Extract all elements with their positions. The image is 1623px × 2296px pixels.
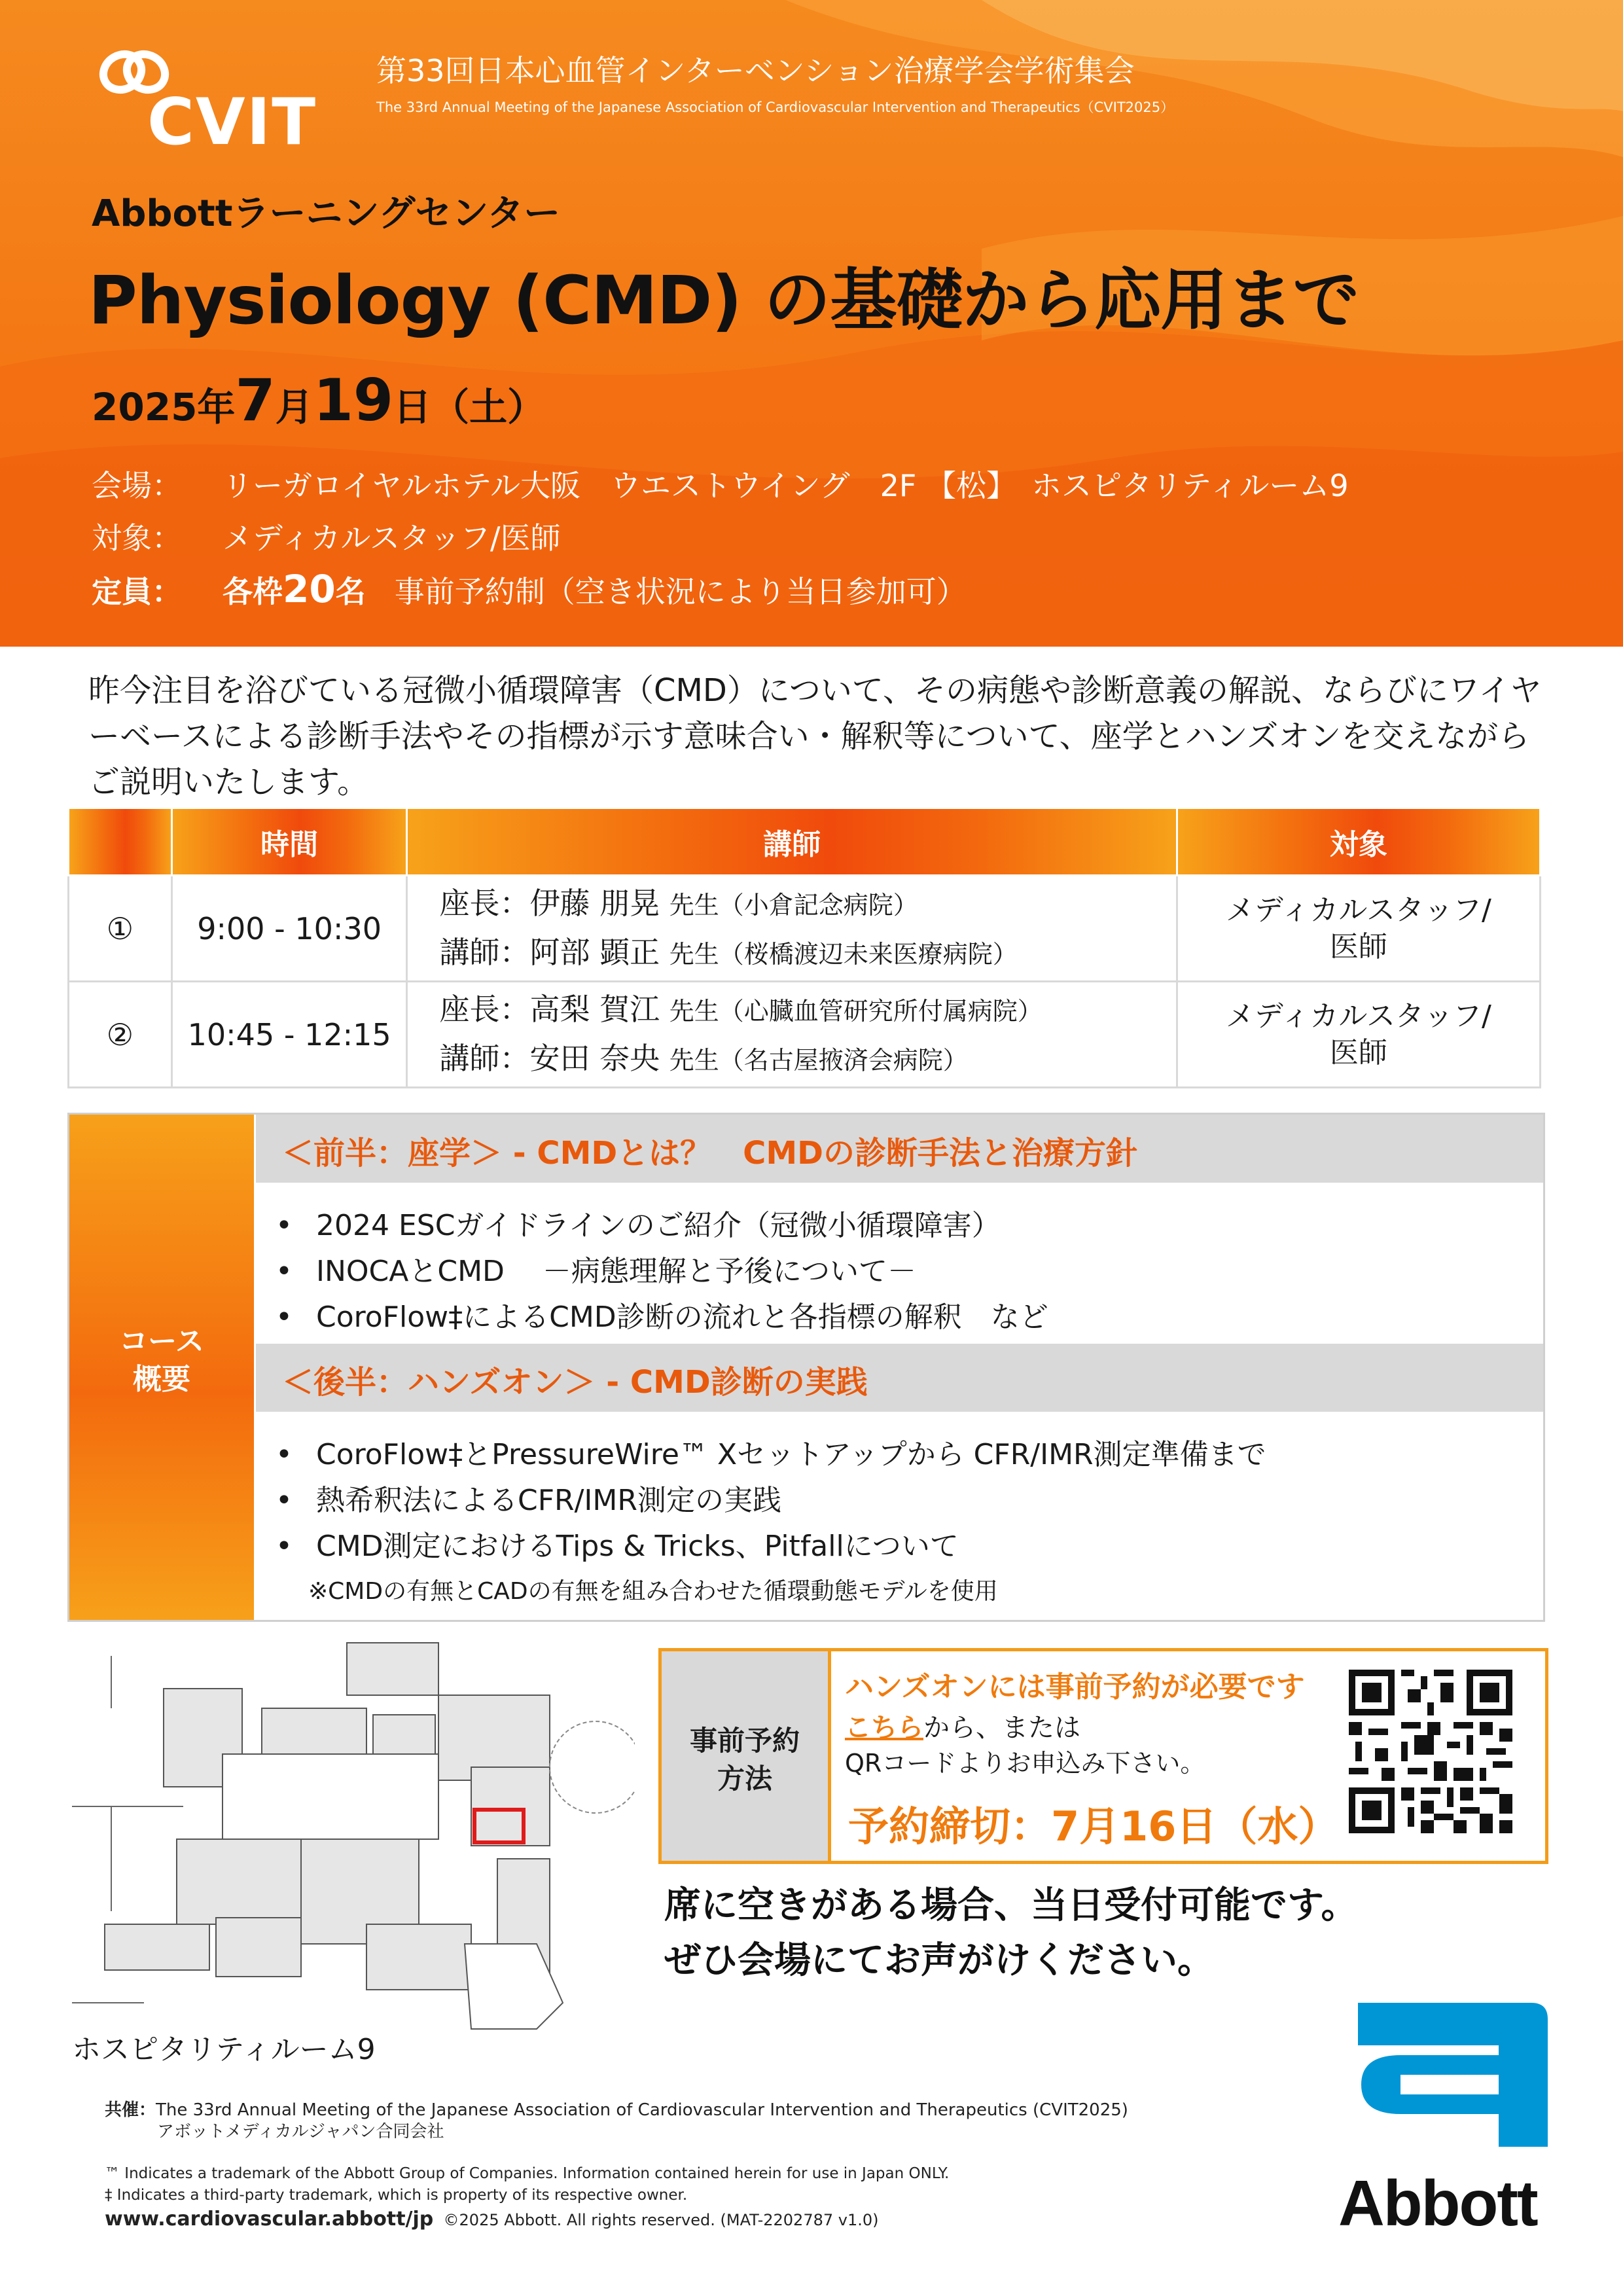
table-header-row [69, 808, 1541, 876]
list-item-text: CMD測定におけるTips & Tricks、Pitfallについて [316, 1530, 959, 1563]
header-cell-no [69, 808, 172, 876]
header-cell-lecturer: 講師 [407, 808, 1177, 876]
cvit-logo [95, 39, 317, 160]
section-title-handson: ＜後半：ハンズオン＞ - CMD診断の実践 [282, 1364, 868, 1401]
chair-role: 座長： [439, 885, 530, 921]
reservation-line2-rest: から、または [923, 1713, 1080, 1743]
schedule-table [67, 807, 1541, 1088]
lecturer-affiliation: （名古屋掖済会病院） [719, 1045, 968, 1075]
chair-affiliation: （小倉記念病院） [719, 890, 918, 920]
session-audience [1177, 982, 1540, 1088]
event-date [92, 367, 545, 434]
footer-url[interactable]: www.cardiovascular.abbott/jp [105, 2208, 434, 2231]
target-row [92, 514, 560, 558]
reservation-deadline: 予約締切：7月16日（水） [848, 1803, 1339, 1850]
reservation-box [658, 1648, 1548, 1864]
capacity-label: 定員： [92, 574, 182, 609]
lecturer-role: 講師： [439, 934, 530, 970]
chair-title: 先生 [669, 996, 719, 1026]
map-caption: ホスピタリティルーム9 [72, 2033, 376, 2066]
qr-code-icon[interactable] [1349, 1670, 1512, 1833]
list-item: • 2024 ESCガイドラインのご紹介（冠微小循環障害） [276, 1209, 1001, 1242]
session-number: ① [69, 876, 172, 982]
list-item: • CoroFlow‡とPressureWire™ Xセットアップから CFR/IMR測定準備まで [276, 1438, 1266, 1471]
date-weekday: （土） [431, 385, 546, 429]
venue-label: 会場： [92, 468, 182, 503]
lecturer-affiliation: （桜橋渡辺未来医療病院） [719, 939, 1018, 969]
reservation-label [662, 1722, 828, 1798]
page-title: Physiology (CMD) の基礎から応用まで [88, 262, 1359, 340]
section-header-lecture [256, 1115, 1543, 1183]
lecturer-title: 先生 [669, 1045, 719, 1075]
walkin-note [664, 1878, 1358, 1988]
reservation-label-panel [662, 1651, 831, 1861]
list-item-text: INOCAとCMD －病態理解と予後について－ [316, 1255, 917, 1288]
date-day: 19 [313, 367, 394, 434]
cvit-logo-text: CVIT [147, 85, 317, 160]
chair-name: 高梨 賀江 [529, 991, 660, 1027]
course-label-line2: 概要 [133, 1363, 190, 1396]
cohost-info [105, 2100, 1128, 2143]
course-label [69, 1323, 254, 1399]
cohost-label: 共催： [105, 2100, 156, 2120]
meeting-name-en: The 33rd Annual Meeting of the Japanese Association of Cardiovascular Intervention and Therapeutics（CVIT2025） [376, 99, 1175, 115]
tm-note: ™ Indicates a trademark of the Abbott Group of Companies. Information contained herein for use in Japan ONLY. [105, 2165, 950, 2182]
chair-line [439, 880, 1175, 929]
floor-map-drawing [65, 1636, 635, 2042]
reservation-required-text: ハンズオンには事前予約が必要です [845, 1670, 1305, 1704]
list-item-text: CoroFlow‡によるCMD診断の流れと各指標の解釈 など [316, 1300, 1048, 1334]
walkin-line2: ぜひ会場にてお声がけください。 [664, 1939, 1214, 1982]
session-time: 9:00 - 10:30 [171, 876, 407, 982]
section-header-handson [256, 1344, 1543, 1412]
capacity-row [92, 567, 967, 611]
abbott-wordmark: Abbott [1338, 2167, 1537, 2239]
venue-value: リーガロイヤルホテル大阪 ウエストウイング 2F 【松】 ホスピタリティルーム9 [223, 468, 1349, 503]
session-time: 10:45 - 12:15 [171, 982, 407, 1088]
capacity-number: 20 [283, 567, 336, 611]
header-cell-audience: 対象 [1177, 808, 1540, 876]
reservation-label-line2: 方法 [717, 1763, 772, 1795]
list-item: • 熱希釈法によるCFR/IMR測定の実践 [276, 1484, 781, 1517]
target-label: 対象： [92, 520, 182, 556]
table-row [69, 876, 1541, 982]
target-value: メディカルスタッフ/医師 [223, 520, 561, 556]
section-title-lecture: ＜前半：座学＞ - CMDとは？ CMDの診断手法と治療方針 [282, 1135, 1138, 1172]
reservation-label-line1: 事前予約 [689, 1725, 800, 1757]
date-month-unit: 月 [275, 385, 313, 429]
cohost-2: アボットメディカルジャパン合同会社 [157, 2122, 444, 2142]
abbott-logo-icon [1335, 1983, 1564, 2166]
trademark-notes [105, 2163, 949, 2206]
audience-line2: 医師 [1329, 929, 1387, 963]
session-lecturers [407, 876, 1177, 982]
footer-line [105, 2208, 879, 2231]
reservation-line3: QRコードよりお申込み下さい。 [845, 1749, 1205, 1778]
audience-line1: メディカルスタッフ/ [1225, 999, 1491, 1033]
lecturer-role: 講師： [439, 1040, 530, 1076]
list-item-text: CoroFlow‡とPressureWire™ Xセットアップから CFR/IMR測定準備まで [316, 1438, 1266, 1471]
meeting-name-jp: 第33回日本心血管インターベンション治療学会学術集会 [376, 53, 1135, 88]
session-audience [1177, 876, 1540, 982]
chair-role: 座長： [439, 991, 530, 1027]
learning-center-title: Abbottラーニングセンター [92, 192, 561, 235]
walkin-line1: 席に空きがある場合、当日受付可能です。 [664, 1884, 1358, 1927]
third-party-note: ‡ Indicates a third-party trademark, which is property of its respective owner. [105, 2187, 688, 2204]
course-label-panel [69, 1115, 254, 1620]
model-note: ※CMDの有無とCADの有無を組み合わせた循環動態モデルを使用 [308, 1578, 998, 1605]
course-overview-box [67, 1113, 1545, 1622]
list-item: • CMD測定におけるTips & Tricks、Pitfallについて [276, 1530, 959, 1563]
reservation-link[interactable]: こちら [845, 1713, 923, 1743]
capacity-note: 事前予約制（空き状況により当日参加可） [394, 574, 967, 609]
date-month: 7 [235, 367, 276, 434]
chair-name: 伊藤 朋晃 [529, 885, 660, 921]
reservation-line2 [845, 1707, 1080, 1744]
chair-title: 先生 [669, 890, 719, 920]
list-item-text: 熱希釈法によるCFR/IMR測定の実践 [316, 1484, 781, 1517]
audience-line1: メディカルスタッフ/ [1225, 893, 1491, 927]
audience-line2: 医師 [1329, 1035, 1387, 1069]
lecturer-title: 先生 [669, 939, 719, 969]
intro-text: 昨今注目を浴びている冠微小循環障害（CMD）について、その病態や診断意義の解説、ならびにワイヤーベースによる診断手法やその指標が示す意味合い・解釈等について、座学とハンズオンを交えながらご説明いたします。 [88, 672, 1542, 800]
list-item: • CoroFlow‡によるCMD診断の流れと各指標の解釈 など [276, 1300, 1048, 1334]
copyright: ©2025 Abbott. All rights reserved. (MAT-2202787 v1.0) [443, 2211, 879, 2229]
header-cell-time: 時間 [171, 808, 407, 876]
capacity-prefix: 各枠 [223, 574, 283, 609]
session-number: ② [69, 982, 172, 1088]
lecturer-line [439, 929, 1175, 978]
floor-map [65, 1636, 635, 2042]
list-item-text: 2024 ESCガイドラインのご紹介（冠微小循環障害） [316, 1209, 1001, 1242]
chair-affiliation: （心臓血管研究所付属病院） [719, 996, 1043, 1026]
chair-line [439, 986, 1175, 1035]
cohost-1: The 33rd Annual Meeting of the Japanese Association of Cardiovascular Intervention and Therapeutics (CVIT2025) [156, 2100, 1128, 2120]
date-day-unit: 日 [393, 385, 432, 429]
venue-row [92, 462, 1349, 505]
lecturer-line [439, 1035, 1175, 1084]
list-item: • INOCAとCMD －病態理解と予後について－ [276, 1255, 917, 1288]
capacity-unit: 名 [335, 574, 366, 609]
header-banner [0, 0, 1623, 647]
course-label-line1: コース [119, 1325, 204, 1358]
table-row [69, 982, 1541, 1088]
date-year: 2025年 [92, 385, 236, 429]
lecturer-name: 阿部 顕正 [529, 934, 660, 970]
session-lecturers [407, 982, 1177, 1088]
lecturer-name: 安田 奈央 [529, 1040, 660, 1076]
